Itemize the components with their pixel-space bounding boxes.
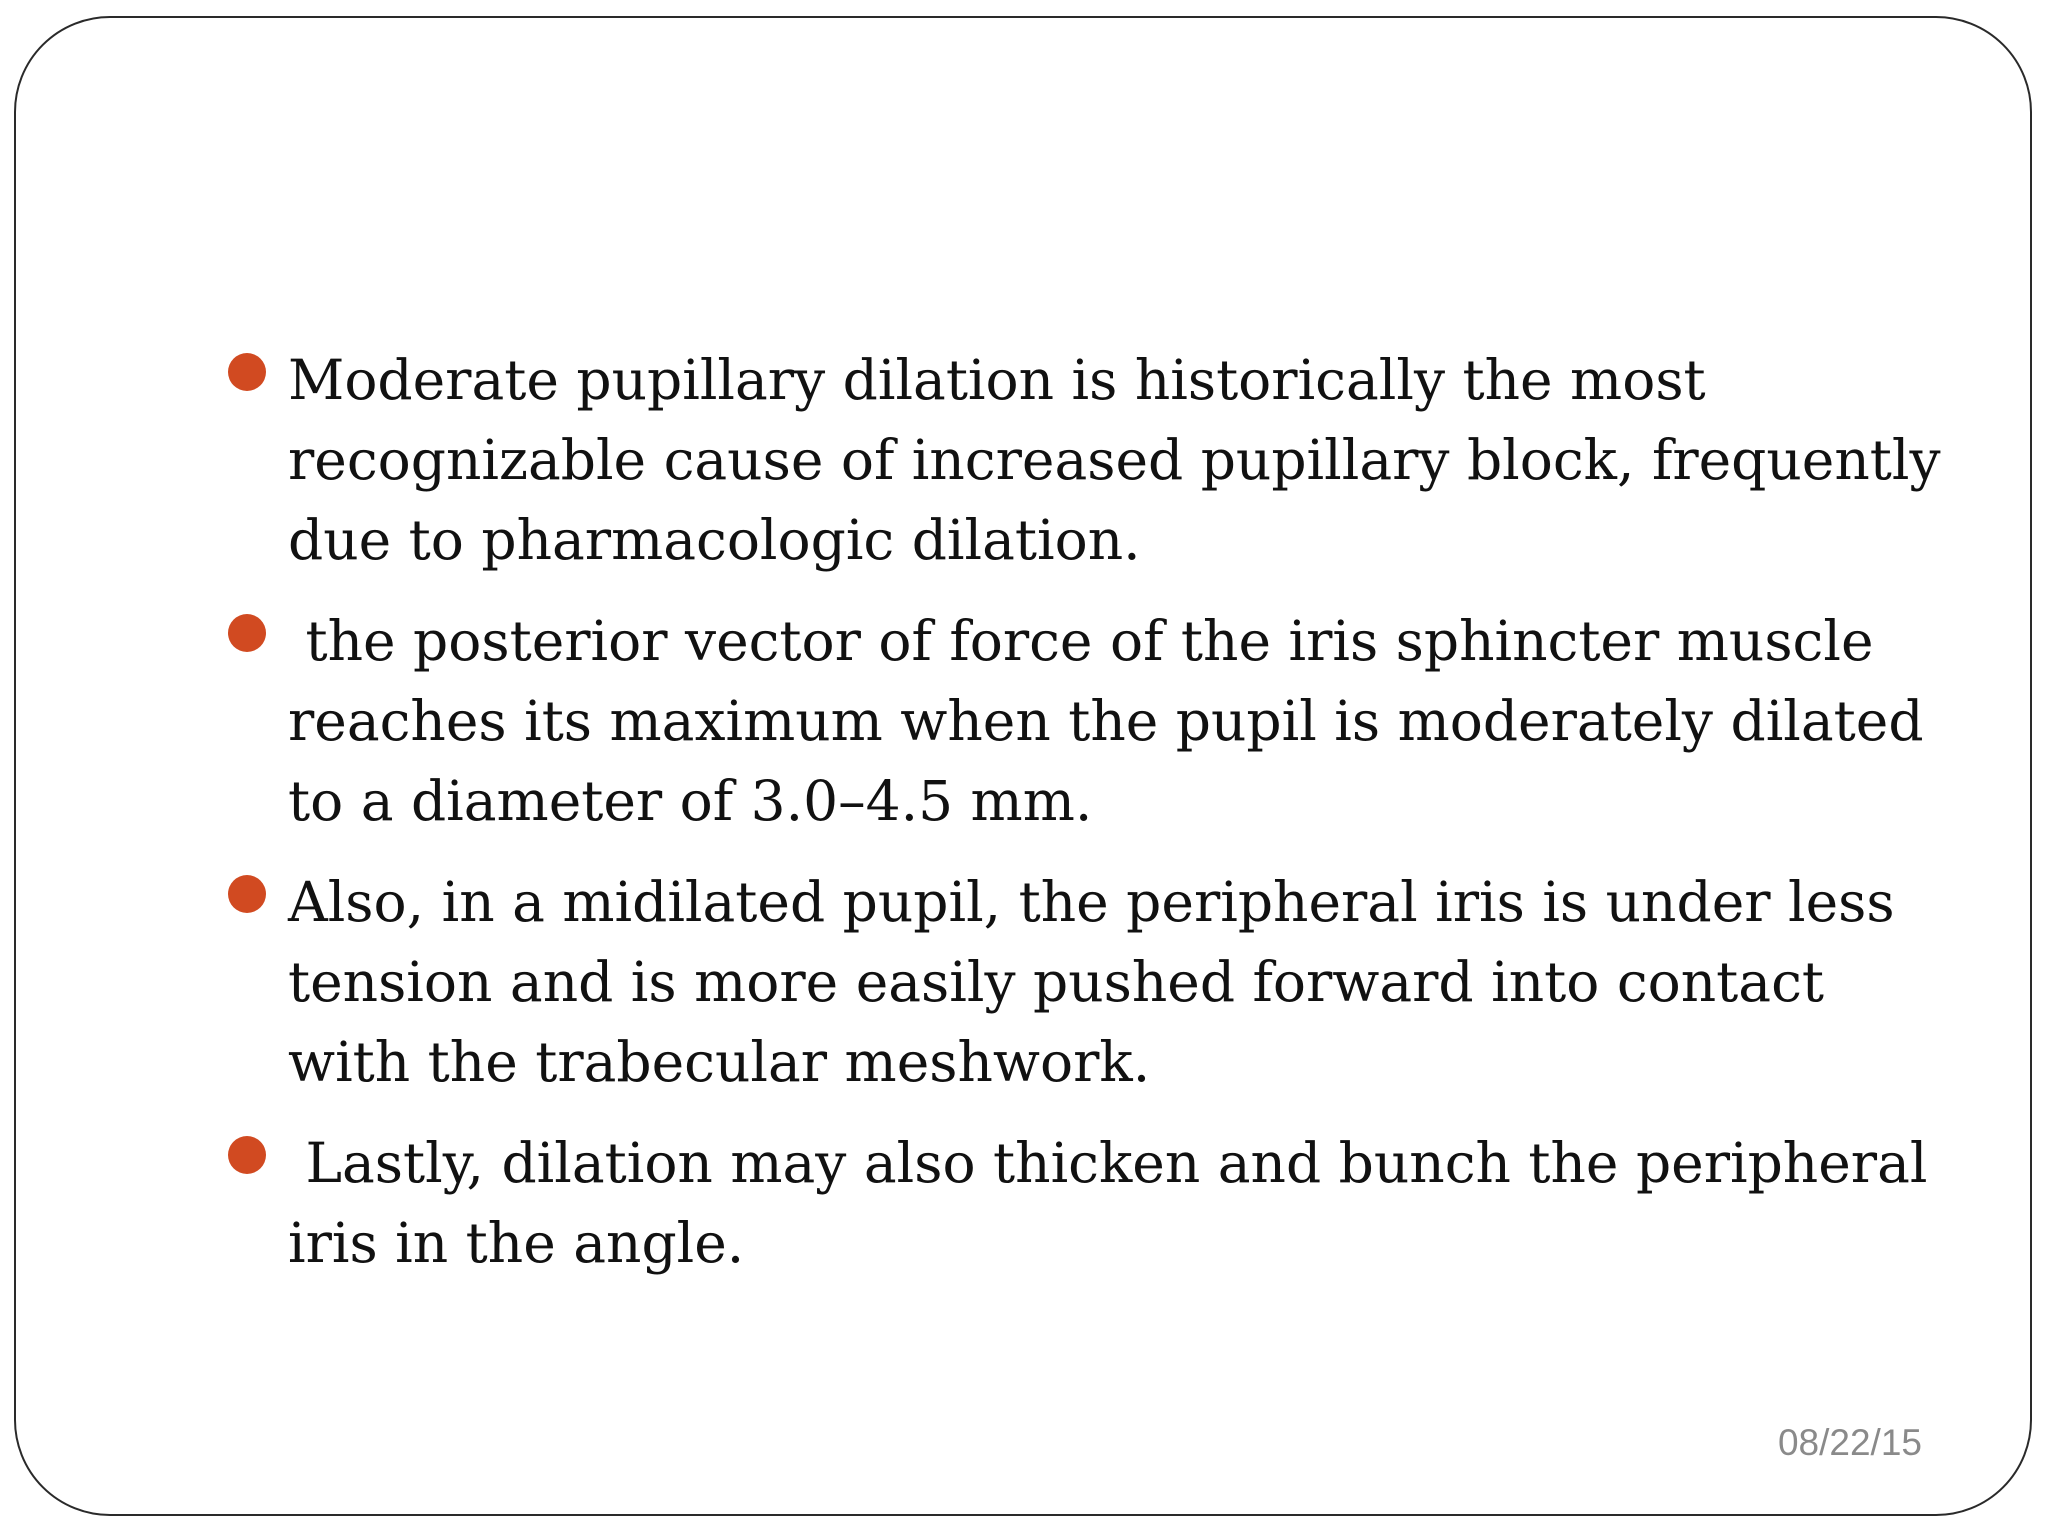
footer-date: 08/22/15	[1777, 1422, 1922, 1463]
bullet-item	[228, 1123, 1958, 1283]
bullet-item	[228, 340, 1958, 580]
bullet-text: Also, in a midilated pupil, the peripheral iris is under less tension and is more easily pushed forward into contact with the trabecular meshwork.	[288, 870, 1913, 1094]
bullet-item	[228, 862, 1958, 1102]
bullet-dot-icon	[228, 353, 266, 391]
bullet-dot-icon	[228, 1136, 266, 1174]
bullet-list	[228, 340, 1958, 1304]
bullet-dot-icon	[228, 614, 266, 652]
bullet-item	[228, 601, 1958, 841]
bullet-dot-icon	[228, 875, 266, 913]
bullet-text: the posterior vector of force of the iris sphincter muscle reaches its maximum when the pupil is moderately dilated to a diameter of 3.0–4.5 mm.	[288, 609, 1942, 833]
bullet-text: Moderate pupillary dilation is historically the most recognizable cause of increased pupillary block, frequently due to pharmacologic dilation.	[288, 348, 1959, 572]
bullet-text: Lastly, dilation may also thicken and bunch the peripheral iris in the angle.	[288, 1131, 1945, 1275]
